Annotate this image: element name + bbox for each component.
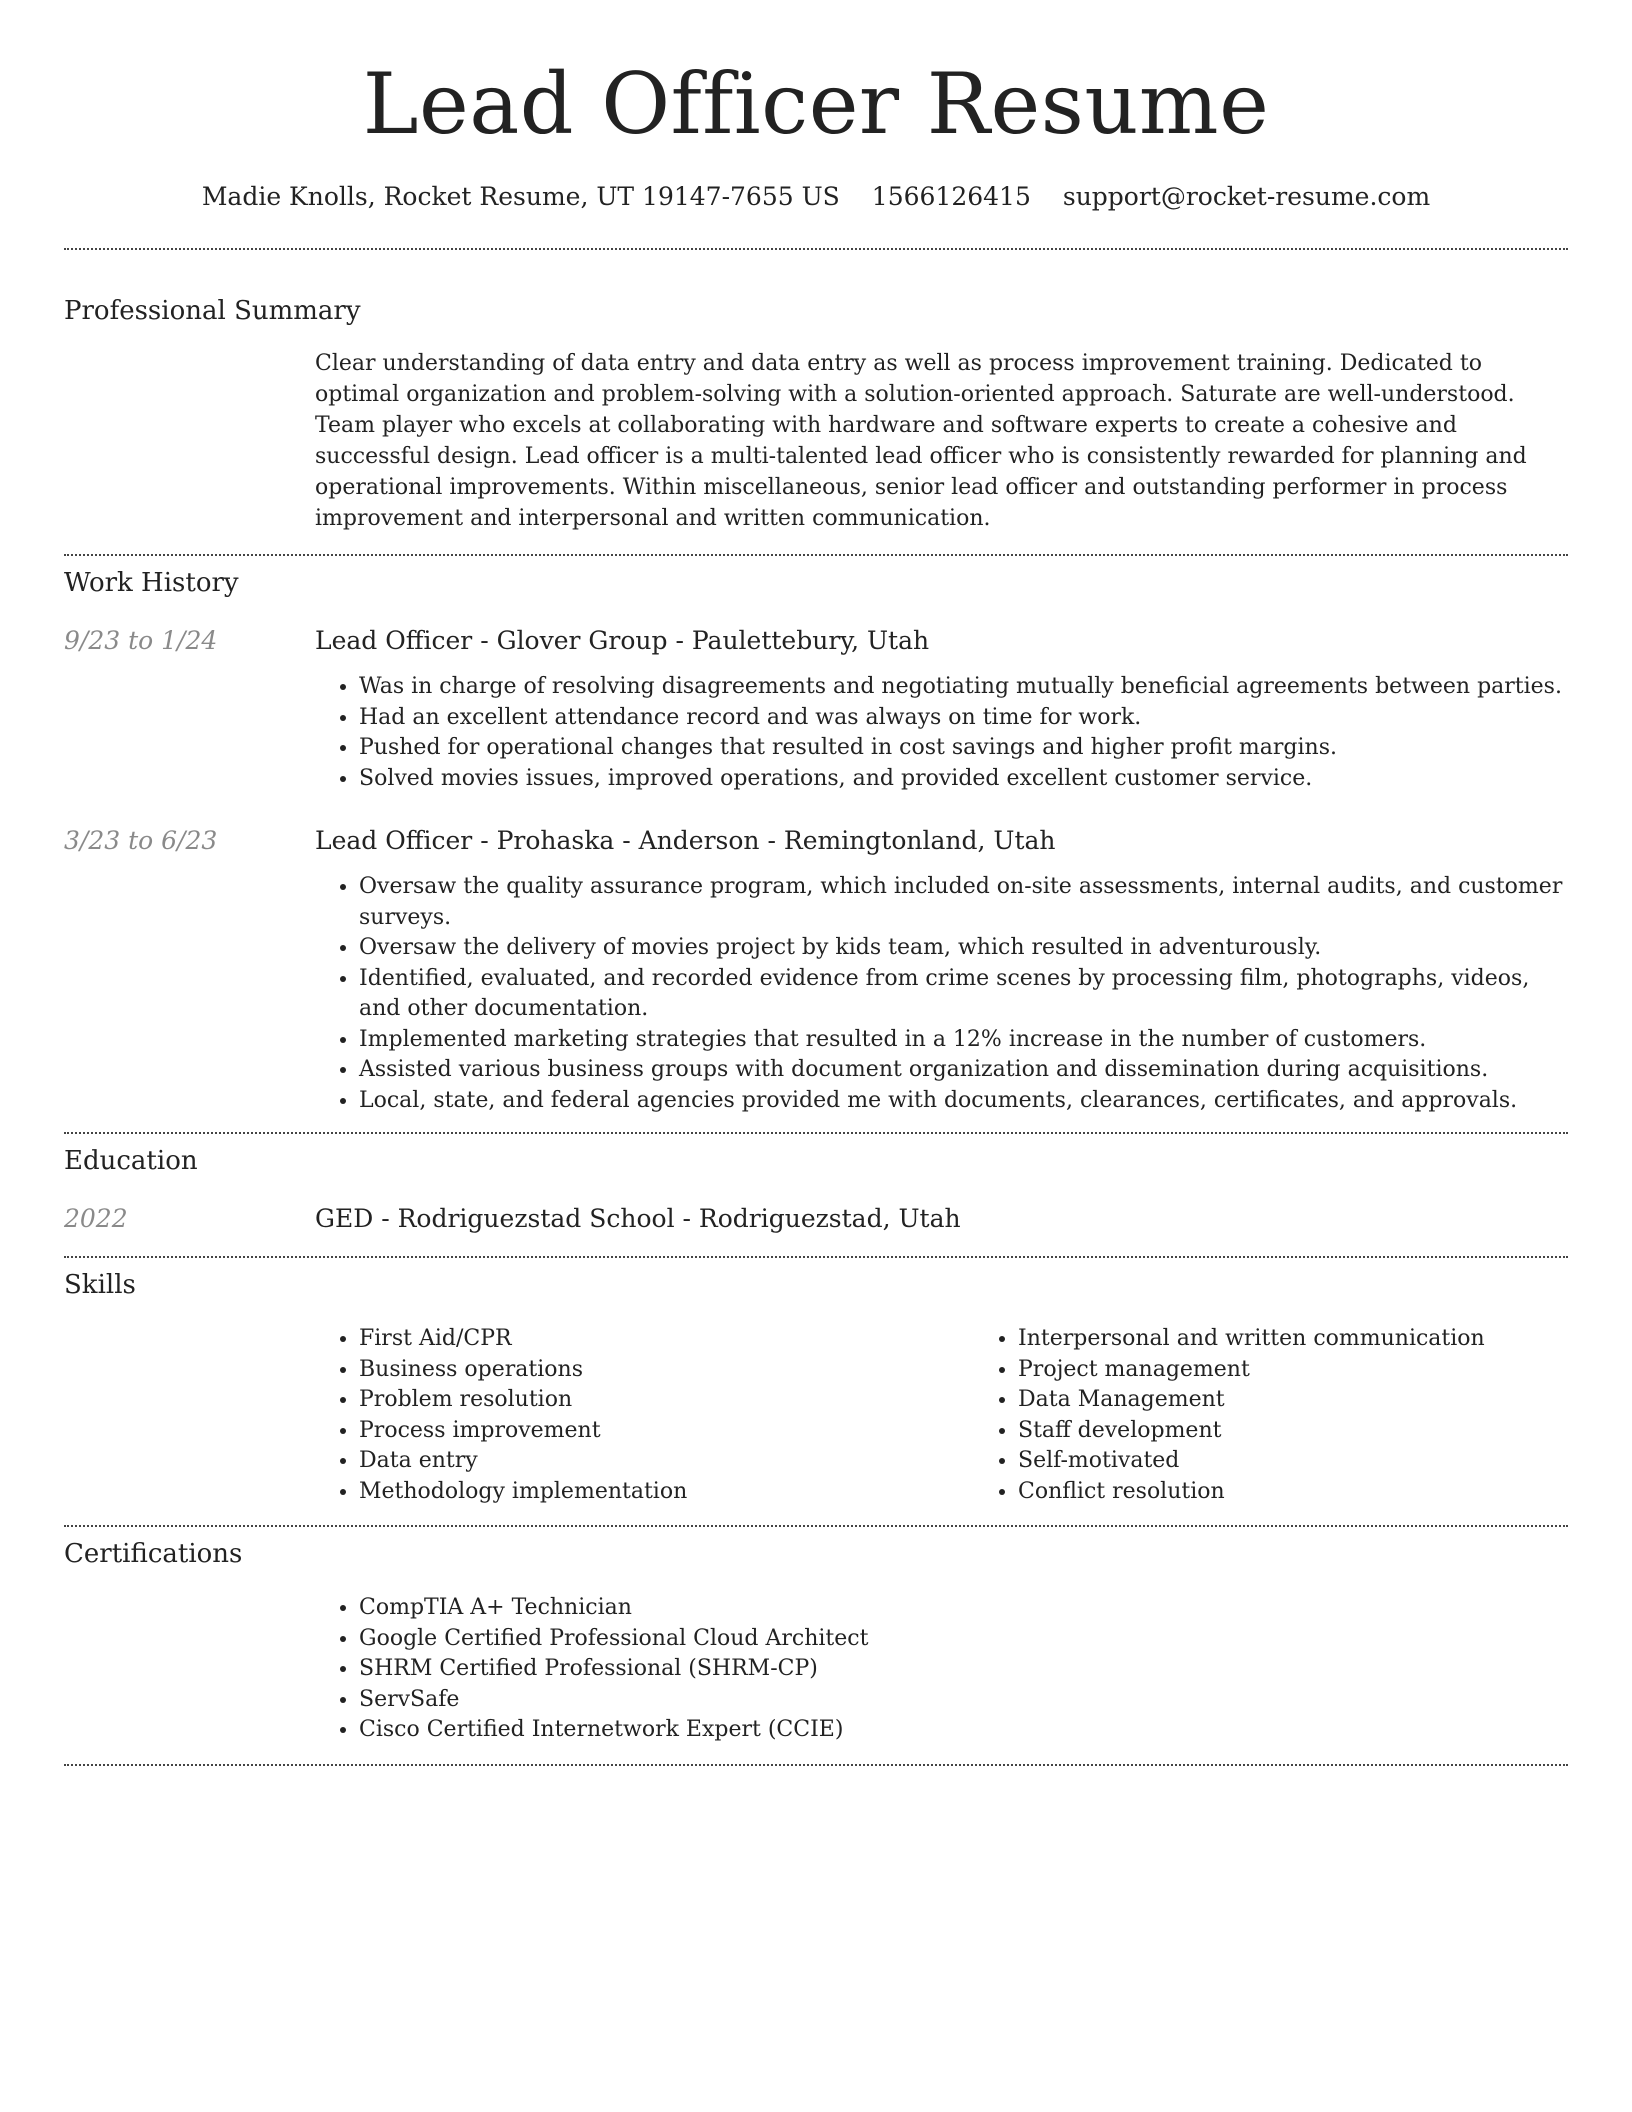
job-content [315, 824, 1568, 1116]
skills-list-left [315, 1324, 974, 1507]
summary-spacer [64, 348, 315, 534]
summary-heading: Professional Summary [64, 296, 361, 326]
section-divider [64, 1525, 1568, 1527]
work-heading: Work History [64, 568, 239, 598]
certifications-content [315, 1593, 1568, 1746]
education-text: GED - Rodriguezstad School - Rodriguezstad, Utah [315, 1204, 961, 1233]
contact-info [64, 180, 1568, 214]
list-item: • Assisted various business groups with document organization and dissemination during acquisitions. [359, 1055, 1568, 1086]
list-item: • Oversaw the quality assurance program, which included on-site assessments, internal audits, and customer surveys. [359, 872, 1568, 933]
list-item: • Methodology implementation [359, 1477, 974, 1508]
list-item: • Interpersonal and written communication [1018, 1324, 1568, 1355]
job-title: Lead Officer - Prohaska - Anderson - Remingtonland, Utah [315, 826, 1056, 855]
education-entry [64, 1202, 1568, 1236]
education-heading: Education [64, 1146, 198, 1176]
list-item: • CompTIA A+ Technician [359, 1593, 1568, 1624]
list-item: • Local, state, and federal agencies provided me with documents, clearances, certificates, and approvals. [359, 1086, 1568, 1117]
job-bullets [315, 672, 1568, 794]
list-item: • Had an excellent attendance record and was always on time for work. [359, 703, 1568, 734]
job-dates: 9/23 to 1/24 [64, 626, 218, 655]
job-entry [64, 624, 1568, 794]
list-item: • Was in charge of resolving disagreements and negotiating mutually beneficial agreements between parties. [359, 672, 1568, 703]
skills-columns [315, 1324, 1568, 1507]
certifications-heading: Certifications [64, 1539, 243, 1569]
list-item: • SHRM Certified Professional (SHRM-CP) [359, 1654, 1568, 1685]
certifications-section [64, 1537, 1568, 1746]
contact-phone: 1566126415 [871, 182, 1031, 211]
certifications-row [64, 1593, 1568, 1746]
skills-section [64, 1268, 1568, 1507]
list-item: • Process improvement [359, 1416, 974, 1447]
list-item: • Problem resolution [359, 1385, 974, 1416]
section-divider [64, 1256, 1568, 1258]
list-item: • Project management [1018, 1355, 1568, 1386]
summary-text: Clear understanding of data entry and data entry as well as process improvement training. Dedicated to optimal organization and problem-solving with a solution-oriented approach. Saturate are well-understood. Team player who excels at collaborating with hardware and software experts to create a cohesive and successful design. Lead officer is a multi-talented lead officer who is consistently rewarded for planning and operational improvements. Within miscellaneous, senior lead officer and outstanding performer in process improvement and interpersonal and written communication. [315, 351, 1527, 531]
section-divider [64, 248, 1568, 250]
list-item: • Self-motivated [1018, 1446, 1568, 1477]
skills-list-right [974, 1324, 1568, 1507]
resume-title: Lead Officer Resume [362, 55, 1270, 153]
list-item: • First Aid/CPR [359, 1324, 974, 1355]
job-dates: 3/23 to 6/23 [64, 826, 218, 855]
contact-address: Madie Knolls, Rocket Resume, UT 19147-7655 US [201, 182, 840, 211]
section-divider [64, 554, 1568, 556]
job-entry [64, 824, 1568, 1116]
list-item: • Conflict resolution [1018, 1477, 1568, 1508]
section-divider [64, 1132, 1568, 1134]
certifications-list [315, 1593, 1568, 1746]
skills-heading: Skills [64, 1270, 136, 1300]
list-item: • Business operations [359, 1355, 974, 1386]
contact-email: support@rocket-resume.com [1062, 182, 1431, 211]
list-item: • Solved movies issues, improved operations, and provided excellent customer service. [359, 764, 1568, 795]
list-item: • Data Management [1018, 1385, 1568, 1416]
list-item: • Google Certified Professional Cloud Architect [359, 1624, 1568, 1655]
skills-row [64, 1324, 1568, 1507]
list-item: • Implemented marketing strategies that resulted in a 12% increase in the number of customers. [359, 1025, 1568, 1056]
job-content [315, 624, 1568, 794]
skills-spacer [64, 1324, 315, 1507]
work-section [64, 566, 1568, 1116]
summary-section [64, 294, 1568, 534]
list-item: • Cisco Certified Internetwork Expert (CCIE) [359, 1715, 1568, 1746]
list-item: • Pushed for operational changes that resulted in cost savings and higher profit margins. [359, 733, 1568, 764]
list-item: • Staff development [1018, 1416, 1568, 1447]
certifications-spacer [64, 1593, 315, 1746]
list-item: • ServSafe [359, 1685, 1568, 1716]
list-item: • Oversaw the delivery of movies project by kids team, which resulted in adventurously. [359, 933, 1568, 964]
education-year: 2022 [64, 1204, 128, 1233]
job-bullets [315, 872, 1568, 1116]
list-item: • Identified, evaluated, and recorded evidence from crime scenes by processing film, photographs, videos, and other documentation. [359, 964, 1568, 1025]
list-item: • Data entry [359, 1446, 974, 1477]
education-content [315, 1202, 1568, 1236]
section-divider [64, 1764, 1568, 1766]
summary-content [315, 348, 1568, 534]
job-title: Lead Officer - Glover Group - Paulettebury, Utah [315, 626, 930, 655]
education-section [64, 1144, 1568, 1236]
summary-row [64, 348, 1568, 534]
